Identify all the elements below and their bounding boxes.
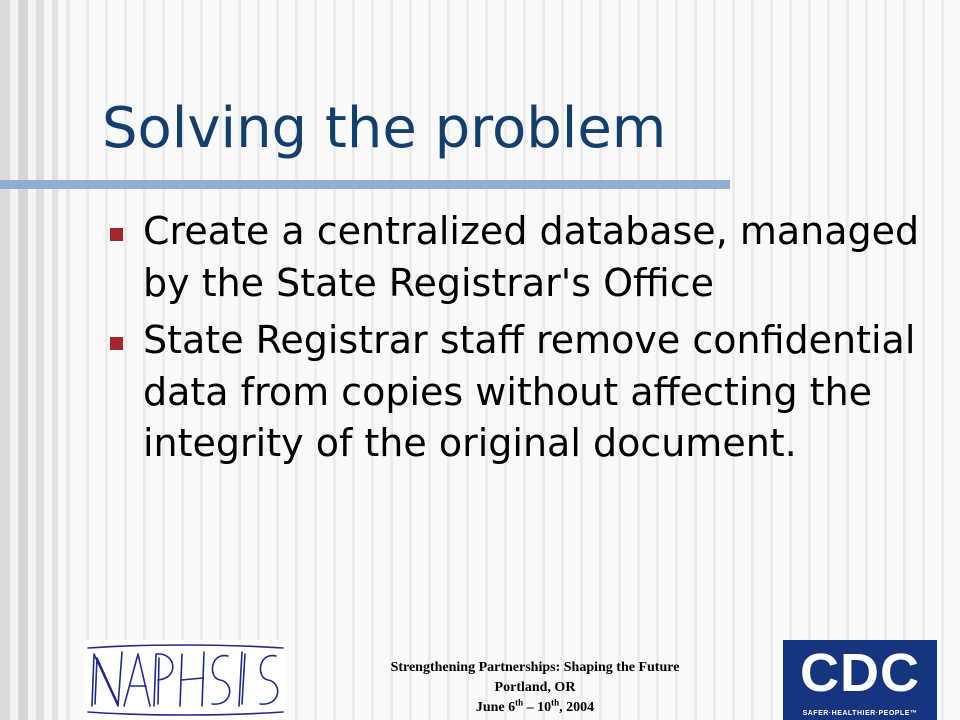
cdc-tagline: SAFER·HEALTHIER·PEOPLE™ bbox=[802, 710, 918, 717]
naphsis-logo-graphic bbox=[84, 640, 287, 720]
square-bullet-icon bbox=[110, 337, 123, 350]
title-underline bbox=[0, 180, 730, 189]
footer-date-year: , 2004 bbox=[559, 700, 595, 715]
bullet-text: Create a centralized database, managed by the State Registrar's Office bbox=[143, 209, 920, 305]
square-bullet-icon bbox=[110, 228, 123, 241]
bullet-list bbox=[110, 206, 950, 476]
footer-location: Portland, OR bbox=[494, 680, 576, 695]
footer-date-start: June 6 bbox=[475, 700, 516, 715]
slide-title: Solving the problem bbox=[102, 96, 667, 161]
cdc-logo bbox=[783, 640, 937, 720]
footer-conference-title: Strengthening Partnerships: Shaping the Future bbox=[390, 660, 680, 675]
cdc-logo-text: CDC bbox=[800, 643, 920, 703]
bullet-item bbox=[110, 206, 950, 309]
footer-date-end: – 10 bbox=[523, 700, 552, 715]
naphsis-logo bbox=[84, 640, 287, 720]
footer-text bbox=[300, 658, 770, 718]
bullet-text: State Registrar staff remove confidential data from copies without affecting the integrity of the original document. bbox=[143, 318, 916, 465]
footer-date-ordinal: th bbox=[515, 697, 524, 708]
footer-dates bbox=[300, 698, 770, 718]
footer-date-ordinal: th bbox=[551, 697, 560, 708]
bullet-item bbox=[110, 315, 950, 470]
